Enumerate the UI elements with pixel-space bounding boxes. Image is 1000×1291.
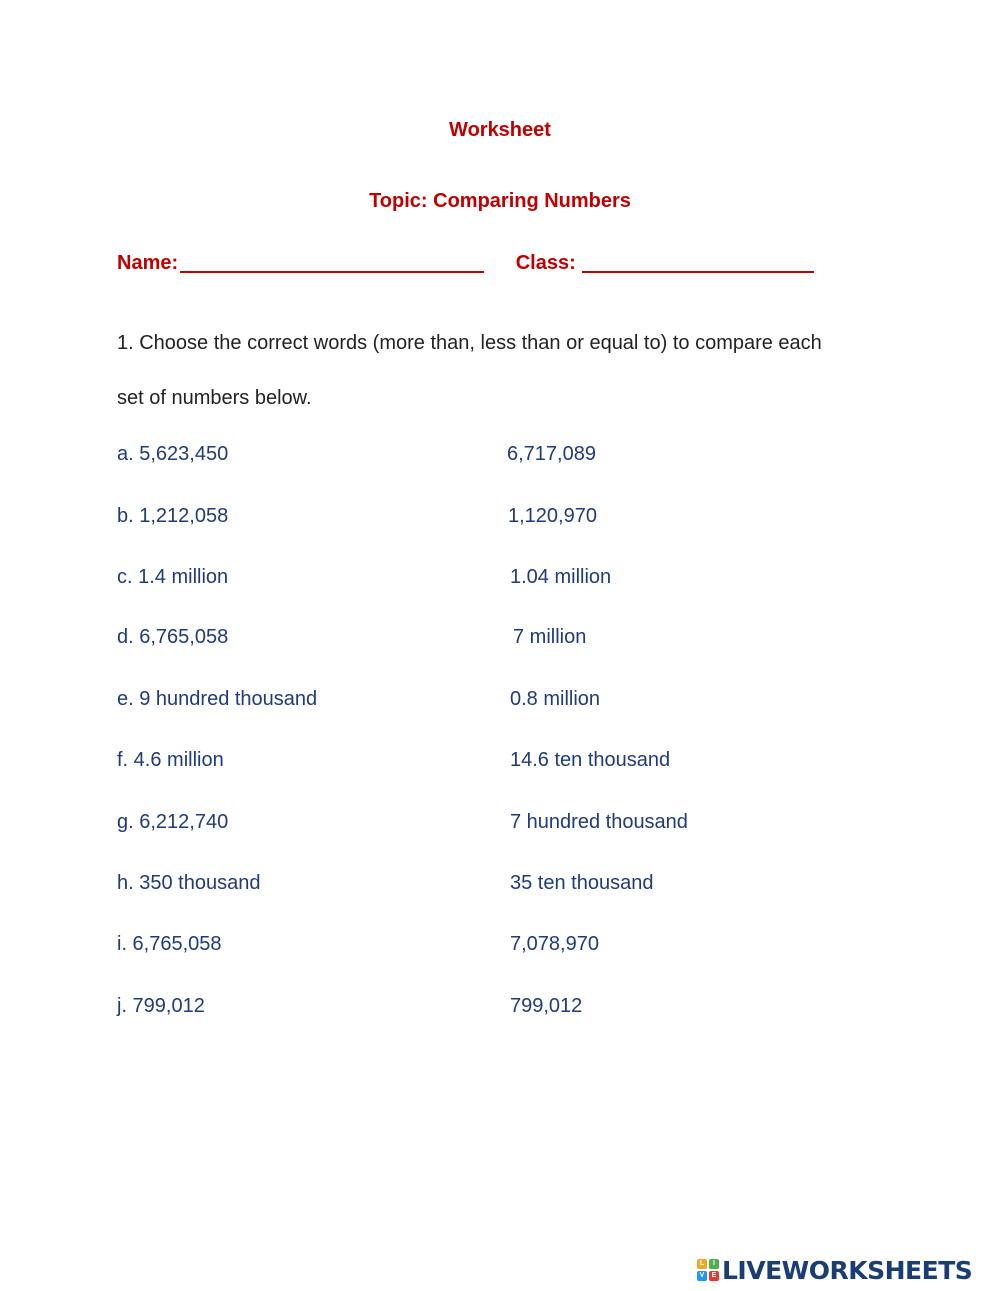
item-e-left: e. 9 hundred thousand: [117, 688, 318, 710]
item-e-right: 0.8 million: [510, 688, 601, 710]
logo-blocks-icon: [697, 1259, 719, 1281]
name-field[interactable]: [180, 249, 484, 273]
liveworksheets-logo: [697, 1254, 972, 1286]
item-b-left: b. 1,212,058: [117, 505, 229, 527]
item-j-left: j. 799,012: [117, 995, 205, 1017]
name-label: Name:: [117, 252, 179, 274]
logo-block-i: I: [709, 1259, 719, 1269]
class-label: Class:: [515, 252, 576, 274]
worksheet-title: Worksheet: [449, 119, 551, 141]
item-d-left: d. 6,765,058: [117, 626, 229, 648]
item-a-left: a. 5,623,450: [117, 443, 229, 465]
name-class-row: [117, 249, 814, 275]
item-f-right: 14.6 ten thousand: [510, 749, 671, 771]
item-f-left: f. 4.6 million: [117, 749, 224, 771]
item-h-right: 35 ten thousand: [510, 872, 654, 894]
item-i-left: i. 6,765,058: [117, 933, 222, 955]
item-b-right: 1,120,970: [508, 505, 597, 527]
instruction-line-2: set of numbers below.: [117, 387, 312, 409]
item-d-right: 7 million: [513, 626, 587, 648]
item-c-left: c. 1.4 million: [117, 566, 229, 588]
item-j-right: 799,012: [510, 995, 583, 1017]
item-a-right: 6,717,089: [507, 443, 596, 465]
item-g-right: 7 hundred thousand: [510, 811, 688, 833]
topic-title: Topic: Comparing Numbers: [369, 190, 631, 212]
logo-block-l: L: [697, 1259, 707, 1269]
instruction-line-1: 1. Choose the correct words (more than, less than or equal to) to compare each: [117, 332, 822, 354]
class-field[interactable]: [582, 249, 814, 273]
item-i-right: 7,078,970: [510, 933, 599, 955]
item-c-right: 1.04 million: [510, 566, 612, 588]
logo-block-v: V: [697, 1271, 707, 1281]
item-g-left: g. 6,212,740: [117, 811, 229, 833]
logo-block-e: E: [709, 1271, 719, 1281]
item-h-left: h. 350 thousand: [117, 872, 261, 894]
logo-text: LIVEWORKSHEETS: [722, 1255, 973, 1285]
